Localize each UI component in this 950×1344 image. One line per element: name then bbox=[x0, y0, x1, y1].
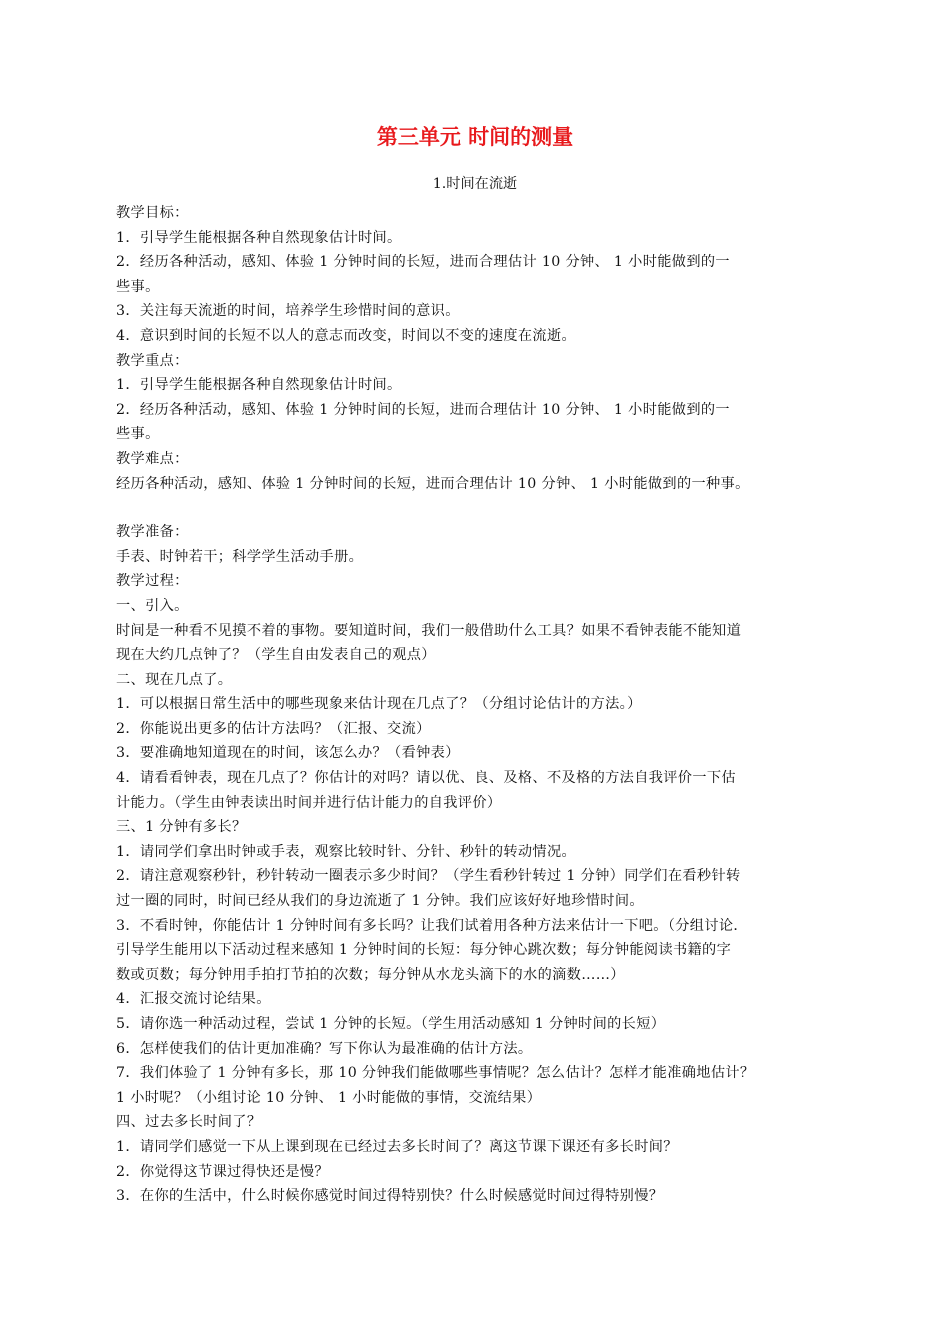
text-line: 1．可以根据日常生活中的哪些现象来估计现在几点了？（分组讨论估计的方法。） bbox=[116, 696, 642, 713]
text-line: 2．你觉得这节课过得快还是慢？ bbox=[116, 1163, 329, 1180]
text-line: 数或页数；每分钟用手拍打节拍的次数；每分钟从水龙头滴下的水的滴数……） bbox=[116, 966, 625, 983]
text-line: 些事。 bbox=[116, 278, 160, 295]
text-line: 4．意识到时间的长短不以人的意志而改变，时间以不变的速度在流逝。 bbox=[116, 327, 577, 344]
document-body bbox=[116, 201, 850, 1209]
text-line: 2．请注意观察秒针，秒针转动一圈表示多少时间？（学生看秒针转过 1 分钟）同学们在看秒针转 bbox=[116, 868, 741, 885]
text-line bbox=[116, 496, 850, 520]
text-line: 经历各种活动，感知、体验 1 分钟时间的长短，进而合理估计 10 分钟、 1 小时能做到的一种事。 bbox=[116, 475, 750, 492]
text-line: 1．引导学生能根据各种自然现象估计时间。 bbox=[116, 229, 402, 246]
text-line: 四、过去多长时间了？ bbox=[116, 1114, 262, 1131]
text-line: 计能力。（学生由钟表读出时间并进行估计能力的自我评价） bbox=[116, 794, 502, 811]
text-line: 教学目标： bbox=[116, 205, 189, 221]
text-line: 3．要准确地知道现在的时间，该怎么办？（看钟表） bbox=[116, 745, 460, 762]
text-line: 二、现在几点了。 bbox=[116, 671, 233, 688]
text-line: 1．请同学们感觉一下从上课到现在已经过去多长时间了？离这节课下课还有多长时间？ bbox=[116, 1138, 678, 1155]
text-line: 2．经历各种活动，感知、体验 1 分钟时间的长短，进而合理估计 10 分钟、 1 小时能做到的一 bbox=[116, 254, 730, 271]
text-line: 三、1 分钟有多长？ bbox=[116, 819, 247, 836]
document-title: 第三单元 时间的测量 bbox=[376, 125, 574, 149]
text-line: 3．不看时钟，你能估计 1 分钟时间有多长吗？让我们试着用各种方法来估计一下吧。（分组讨论． bbox=[116, 917, 748, 934]
text-line: 教学准备： bbox=[116, 524, 189, 541]
text-line: 6．怎样使我们的估计更加准确？写下你认为最准确的估计方法。 bbox=[116, 1040, 533, 1057]
text-line: 3．关注每天流逝的时间，培养学生珍惜时间的意识。 bbox=[116, 303, 460, 320]
text-line: 教学过程： bbox=[116, 573, 189, 590]
text-line: 教学难点： bbox=[116, 450, 189, 467]
text-line: 2．经历各种活动，感知、体验 1 分钟时间的长短，进而合理估计 10 分钟、 1 小时能做到的一 bbox=[116, 401, 730, 418]
text-line: 时间是一种看不见摸不着的事物。要知道时间，我们一般借助什么工具？如果不看钟表能不能知道 bbox=[116, 622, 742, 639]
text-line: 4．请看看钟表，现在几点了？你估计的对吗？请以优、良、及格、不及格的方法自我评价一下估 bbox=[116, 770, 736, 787]
text-line: 教学重点： bbox=[116, 352, 189, 369]
text-line: 1．引导学生能根据各种自然现象估计时间。 bbox=[116, 377, 402, 394]
text-line: 4．汇报交流讨论结果。 bbox=[116, 991, 271, 1008]
text-line: 1．请同学们拿出时钟或手表，观察比较时针、分针、秒针的转动情况。 bbox=[116, 843, 577, 860]
text-line: 3．在你的生活中，什么时候你感觉时间过得特别快？什么时候感觉时间过得特别慢？ bbox=[116, 1188, 664, 1205]
text-line: 手表、时钟若干；科学学生活动手册。 bbox=[116, 548, 364, 565]
text-line: 现在大约几点钟了？（学生自由发表自己的观点） bbox=[116, 647, 436, 664]
text-line: 引导学生能用以下活动过程来感知 1 分钟时间的长短：每分钟心跳次数；每分钟能阅读书籍的字 bbox=[116, 942, 732, 959]
text-line: 1 小时呢？（小组讨论 10 分钟、 1 小时能做的事情，交流结果） bbox=[116, 1089, 542, 1106]
lesson-subtitle: 1.时间在流逝 bbox=[432, 176, 518, 192]
text-line: 些事。 bbox=[116, 426, 160, 443]
text-line: 5．请你选一种活动过程，尝试 1 分钟的长短。（学生用活动感知 1 分钟时间的长短） bbox=[116, 1016, 666, 1032]
text-line: 2．你能说出更多的估计方法吗？（汇报、交流） bbox=[116, 720, 431, 737]
text-line: 过一圈的同时，时间已经从我们的身边流逝了 1 分钟。我们应该好好地珍惜时间。 bbox=[116, 893, 644, 910]
text-line: 一、引入。 bbox=[116, 597, 189, 614]
text-line: 7．我们体验了 1 分钟有多长，那 10 分钟我们能做哪些事情呢？怎么估计？怎样才能准确地估计？ bbox=[116, 1065, 755, 1082]
